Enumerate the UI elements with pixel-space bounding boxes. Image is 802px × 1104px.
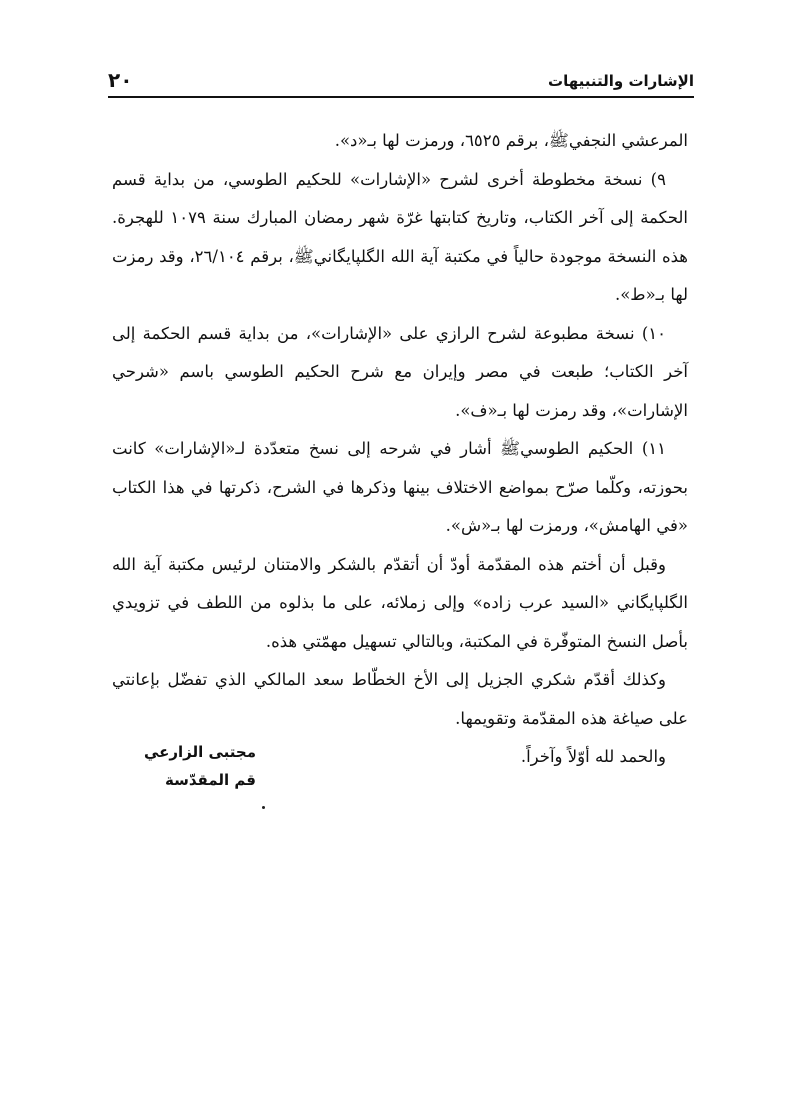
author-place: قم المقدّسة (165, 771, 256, 789)
paragraph-acknowledgment: وقبل أن أختم هذه المقدّمة أودّ أن أتقدّم بالشكر والامتنان لرئيس مكتبة آية الله الگلپايگاني «السيد عرب زاده» وإلى زملائه، على ما بذلوه من اللطف في تزويدي بأصل النسخ المتوفّرة في المكتبة، وبالتالي تسهيل مهمّتي هذه. (112, 554, 688, 651)
signature-block (144, 738, 256, 794)
paragraph-closing: والحمد لله أوّلاً وآخراً. (520, 747, 666, 766)
body-text (112, 122, 688, 777)
header-title: الإشارات والتنبيهات (548, 72, 694, 90)
stray-ink-mark (262, 806, 265, 809)
paragraph-item-9: ٩) نسخة مخطوطة أخرى لشرح «الإشارات» للحكيم الطوسي، من بداية قسم الحكمة إلى آخر الكتاب، وتاريخ كتابتها غرّة شهر رمضان المبارك سنة ١٠٧٩ للهجرة. هذه النسخة موجودة حالياً في مكتبة آية الله الگلپايگانيﷺ، برقم ٢٦/١٠٤، وقد رمزت لها بـ«ط». (112, 169, 689, 304)
author-name: مجتبى الزارعي (143, 743, 256, 761)
paragraph-thanks: وكذلك أقدّم شكري الجزيل إلى الأخ الخطّاط سعد المالكي الذي تفضّل بإعانتي على صياغة هذه المقدّمة وتقويمها. (112, 670, 688, 728)
page-number: ٢٠ (108, 68, 133, 92)
paragraph-continuation: المرعشي النجفيﷺ، برقم ٦٥٢٥، ورمزت لها بـ«د». (334, 131, 688, 150)
running-header (108, 64, 694, 98)
paragraph-item-11: ١١) الحكيم الطوسيﷺ أشار في شرحه إلى نسخ متعدّدة لـ«الإشارات» كانت بحوزته، وكلّما صرّح بمواضع الاختلاف بينها وذكرها في الشرح، ذكرتها في هذا الكتاب «في الهامش»، ورمزت لها بـ«ش». (112, 439, 688, 535)
paragraph-item-10: ١٠) نسخة مطبوعة لشرح الرازي على «الإشارات»، من بداية قسم الحكمة إلى آخر الكتاب؛ طبعت في مصر وإيران مع شرح الحكيم الطوسي باسم «شرحي الإشارات»، وقد رمزت لها بـ«ف». (112, 323, 688, 420)
